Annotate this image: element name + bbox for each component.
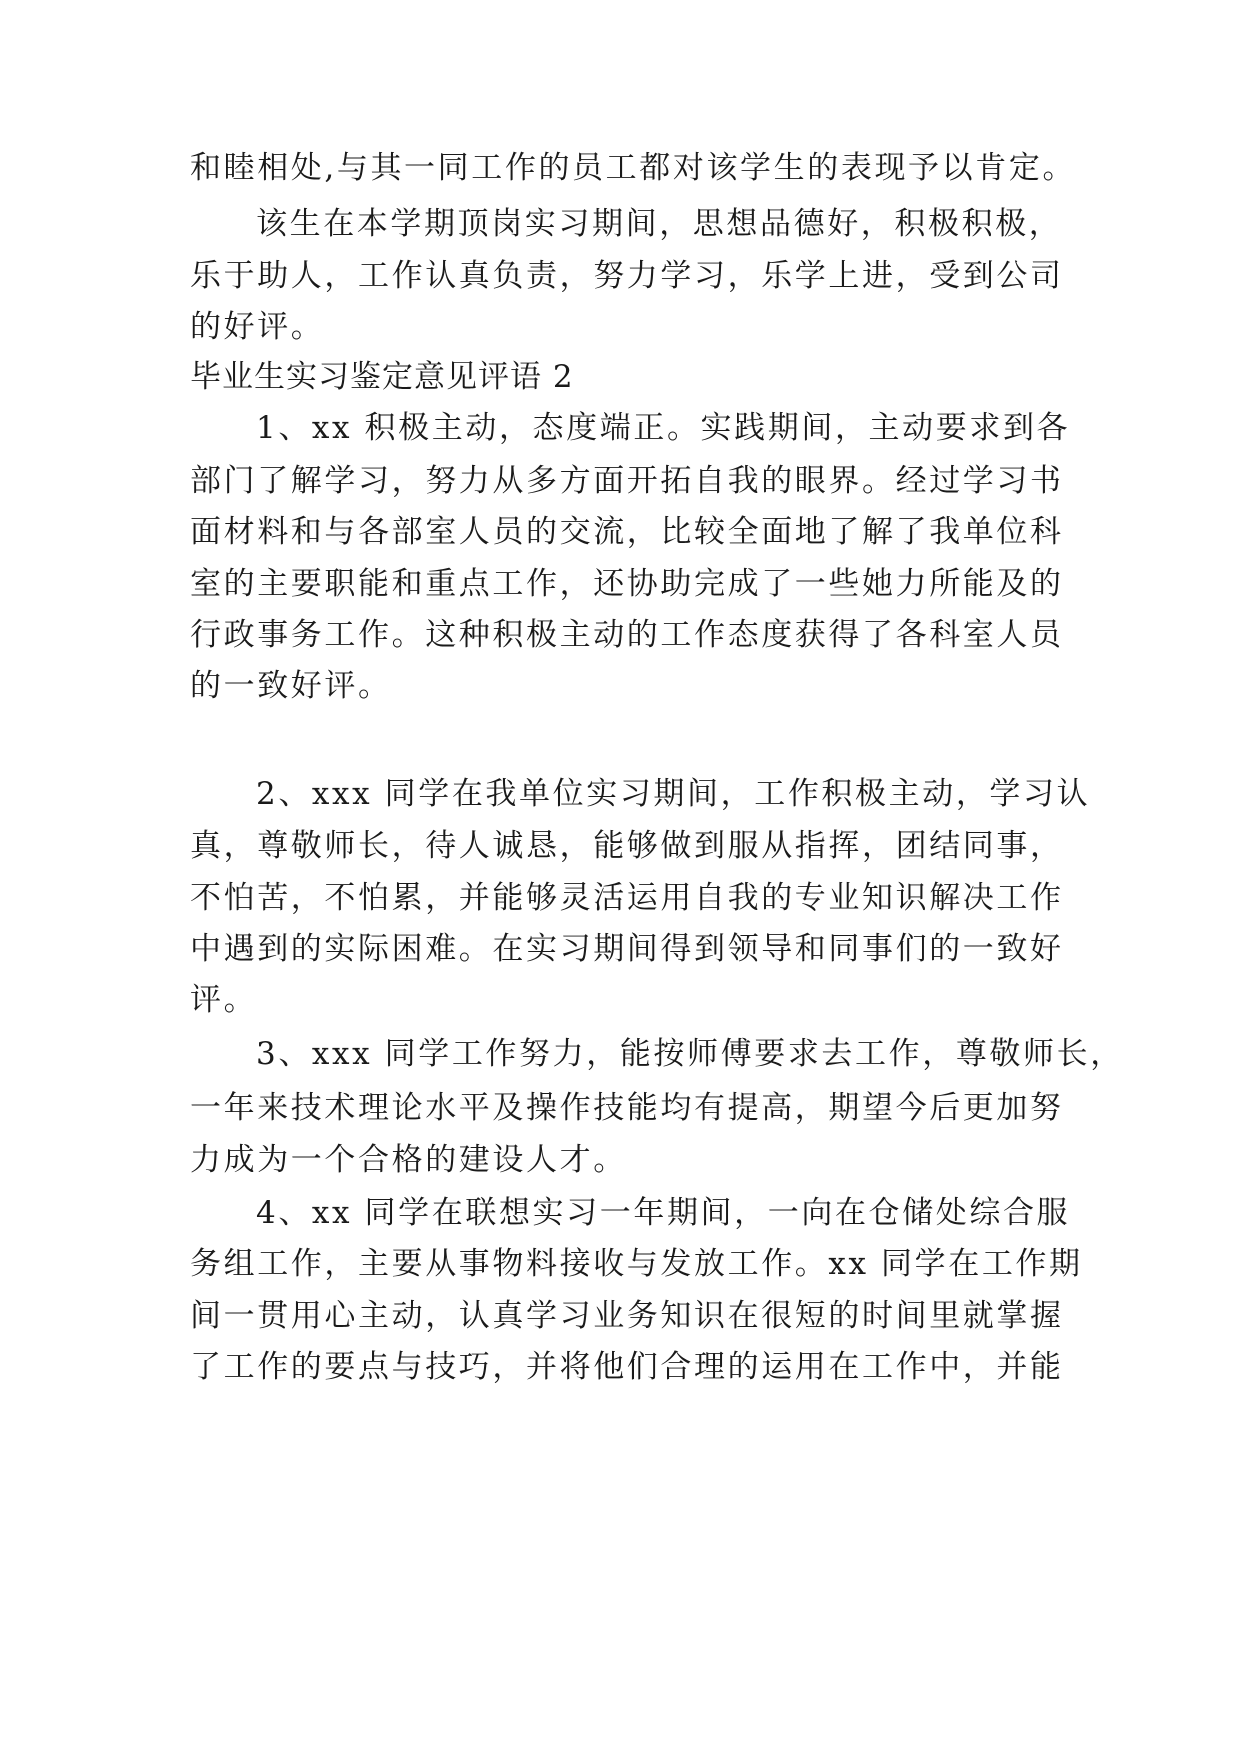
text-line: 评。 <box>190 982 258 1018</box>
paragraph-first-line: 2、xxx 同学在我单位实习期间，工作积极主动，学习认 <box>256 776 1091 812</box>
paragraph-first-line: 该生在本学期顶岗实习期间，思想品德好，积极积极， <box>256 206 1063 242</box>
text-line: 真，尊敬师长，待人诚恳，能够做到服从指挥，团结同事， <box>190 828 1064 864</box>
text-line: 间一贯用心主动，认真学习业务知识在很短的时间里就掌握 <box>190 1298 1064 1334</box>
paragraph-first-line: 4、xx 同学在联想实习一年期间，一向在仓储处综合服 <box>256 1195 1071 1231</box>
text-line: 中遇到的实际困难。在实习期间得到领导和同事们的一致好 <box>190 931 1064 967</box>
text-line: 一年来技术理论水平及操作技能均有提高，期望今后更加努 <box>190 1090 1064 1126</box>
text-line: 的一致好评。 <box>190 668 392 704</box>
text-line: 面材料和与各部室人员的交流，比较全面地了解了我单位科 <box>190 514 1064 550</box>
paragraph-first-line: 1、xx 积极主动，态度端正。实践期间，主动要求到各 <box>256 410 1071 446</box>
text-line: 行政事务工作。这种积极主动的工作态度获得了各科室人员 <box>190 617 1064 653</box>
text-line: 乐于助人，工作认真负责，努力学习，乐学上进，受到公司 <box>190 258 1064 294</box>
text-line: 务组工作，主要从事物料接收与发放工作。xx 同学在工作期 <box>190 1246 1083 1282</box>
text-line: 了工作的要点与技巧，并将他们合理的运用在工作中，并能 <box>190 1349 1064 1385</box>
text-line: 室的主要职能和重点工作，还协助完成了一些她力所能及的 <box>190 566 1064 602</box>
text-line: 部门了解学习，努力从多方面开拓自我的眼界。经过学习书 <box>190 463 1064 499</box>
paragraph-first-line: 3、xxx 同学工作努力，能按师傅要求去工作，尊敬师长， <box>256 1036 1124 1072</box>
section-heading: 毕业生实习鉴定意见评语 2 <box>190 359 574 395</box>
text-line: 和睦相处,与其一同工作的员工都对该学生的表现予以肯定。 <box>190 150 1077 186</box>
text-line: 不怕苦，不怕累，并能够灵活运用自我的专业知识解决工作 <box>190 880 1064 916</box>
text-line: 的好评。 <box>190 309 325 345</box>
text-line: 力成为一个合格的建设人才。 <box>190 1142 627 1178</box>
